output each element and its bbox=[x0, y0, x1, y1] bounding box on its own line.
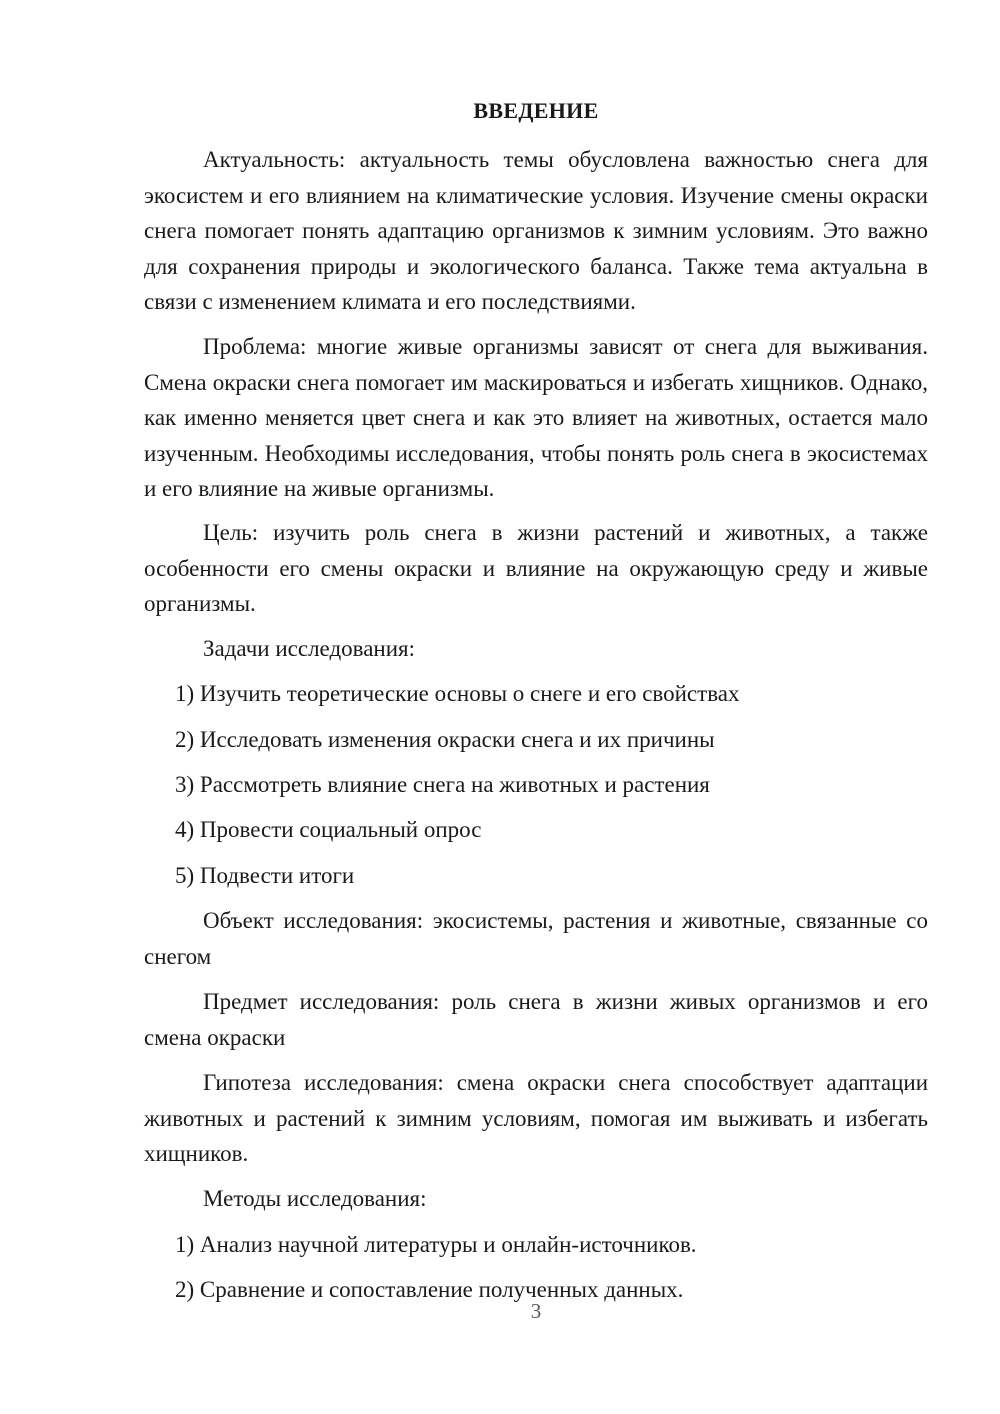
task-item-1: 1) Изучить теоретические основы о снеге и его свойствах bbox=[175, 681, 740, 706]
method-item-1: 1) Анализ научной литературы и онлайн-источников. bbox=[175, 1232, 697, 1257]
subject-paragraph: Предмет исследования: роль снега в жизни живых организмов и его смена окраски bbox=[144, 989, 928, 1050]
object-paragraph: Объект исследования: экосистемы, растения и животные, связанные со снегом bbox=[144, 908, 928, 969]
task-item-4: 4) Провести социальный опрос bbox=[175, 817, 482, 842]
goal-paragraph: Цель: изучить роль снега в жизни растений и животных, а также особенности его смены окраски и влияние на окружающую среду и живые организмы. bbox=[144, 520, 928, 617]
task-item-2: 2) Исследовать изменения окраски снега и их причины bbox=[175, 727, 715, 752]
problem-paragraph: Проблема: многие живые организмы зависят от снега для выживания. Смена окраски снега помогает им маскироваться и избегать хищников. Однако, как именно меняется цвет снега и как это влияет на животных, остается мало изученным. Необходимы исследования, чтобы понять роль снега в экосистемах и его влияние на живые организмы. bbox=[144, 334, 928, 502]
page-title-text: ВВЕДЕНИЕ bbox=[473, 98, 599, 123]
relevance-paragraph: Актуальность: актуальность темы обусловлена важностью снега для экосистем и его влиянием на климатические условия. Изучение смены окраски снега помогает понять адаптацию организмов к зимним условиям. Это важно для сохранения природы и экологического баланса. Также тема актуальна в связи с изменением климата и его последствиями. bbox=[144, 147, 928, 315]
page-number: 3 bbox=[530, 1299, 542, 1323]
method-item-2: 2) Сравнение и сопоставление полученных данных. bbox=[175, 1277, 684, 1302]
methods-heading: Методы исследования: bbox=[203, 1186, 427, 1211]
page-title bbox=[0, 96, 1000, 126]
tasks-heading: Задачи исследования: bbox=[203, 636, 416, 661]
task-item-3: 3) Рассмотреть влияние снега на животных и растения bbox=[175, 772, 710, 797]
hypothesis-paragraph: Гипотеза исследования: смена окраски снега способствует адаптации животных и растений к зимним условиям, помогая им выживать и избегать хищников. bbox=[144, 1070, 928, 1167]
task-item-5: 5) Подвести итоги bbox=[175, 863, 355, 888]
